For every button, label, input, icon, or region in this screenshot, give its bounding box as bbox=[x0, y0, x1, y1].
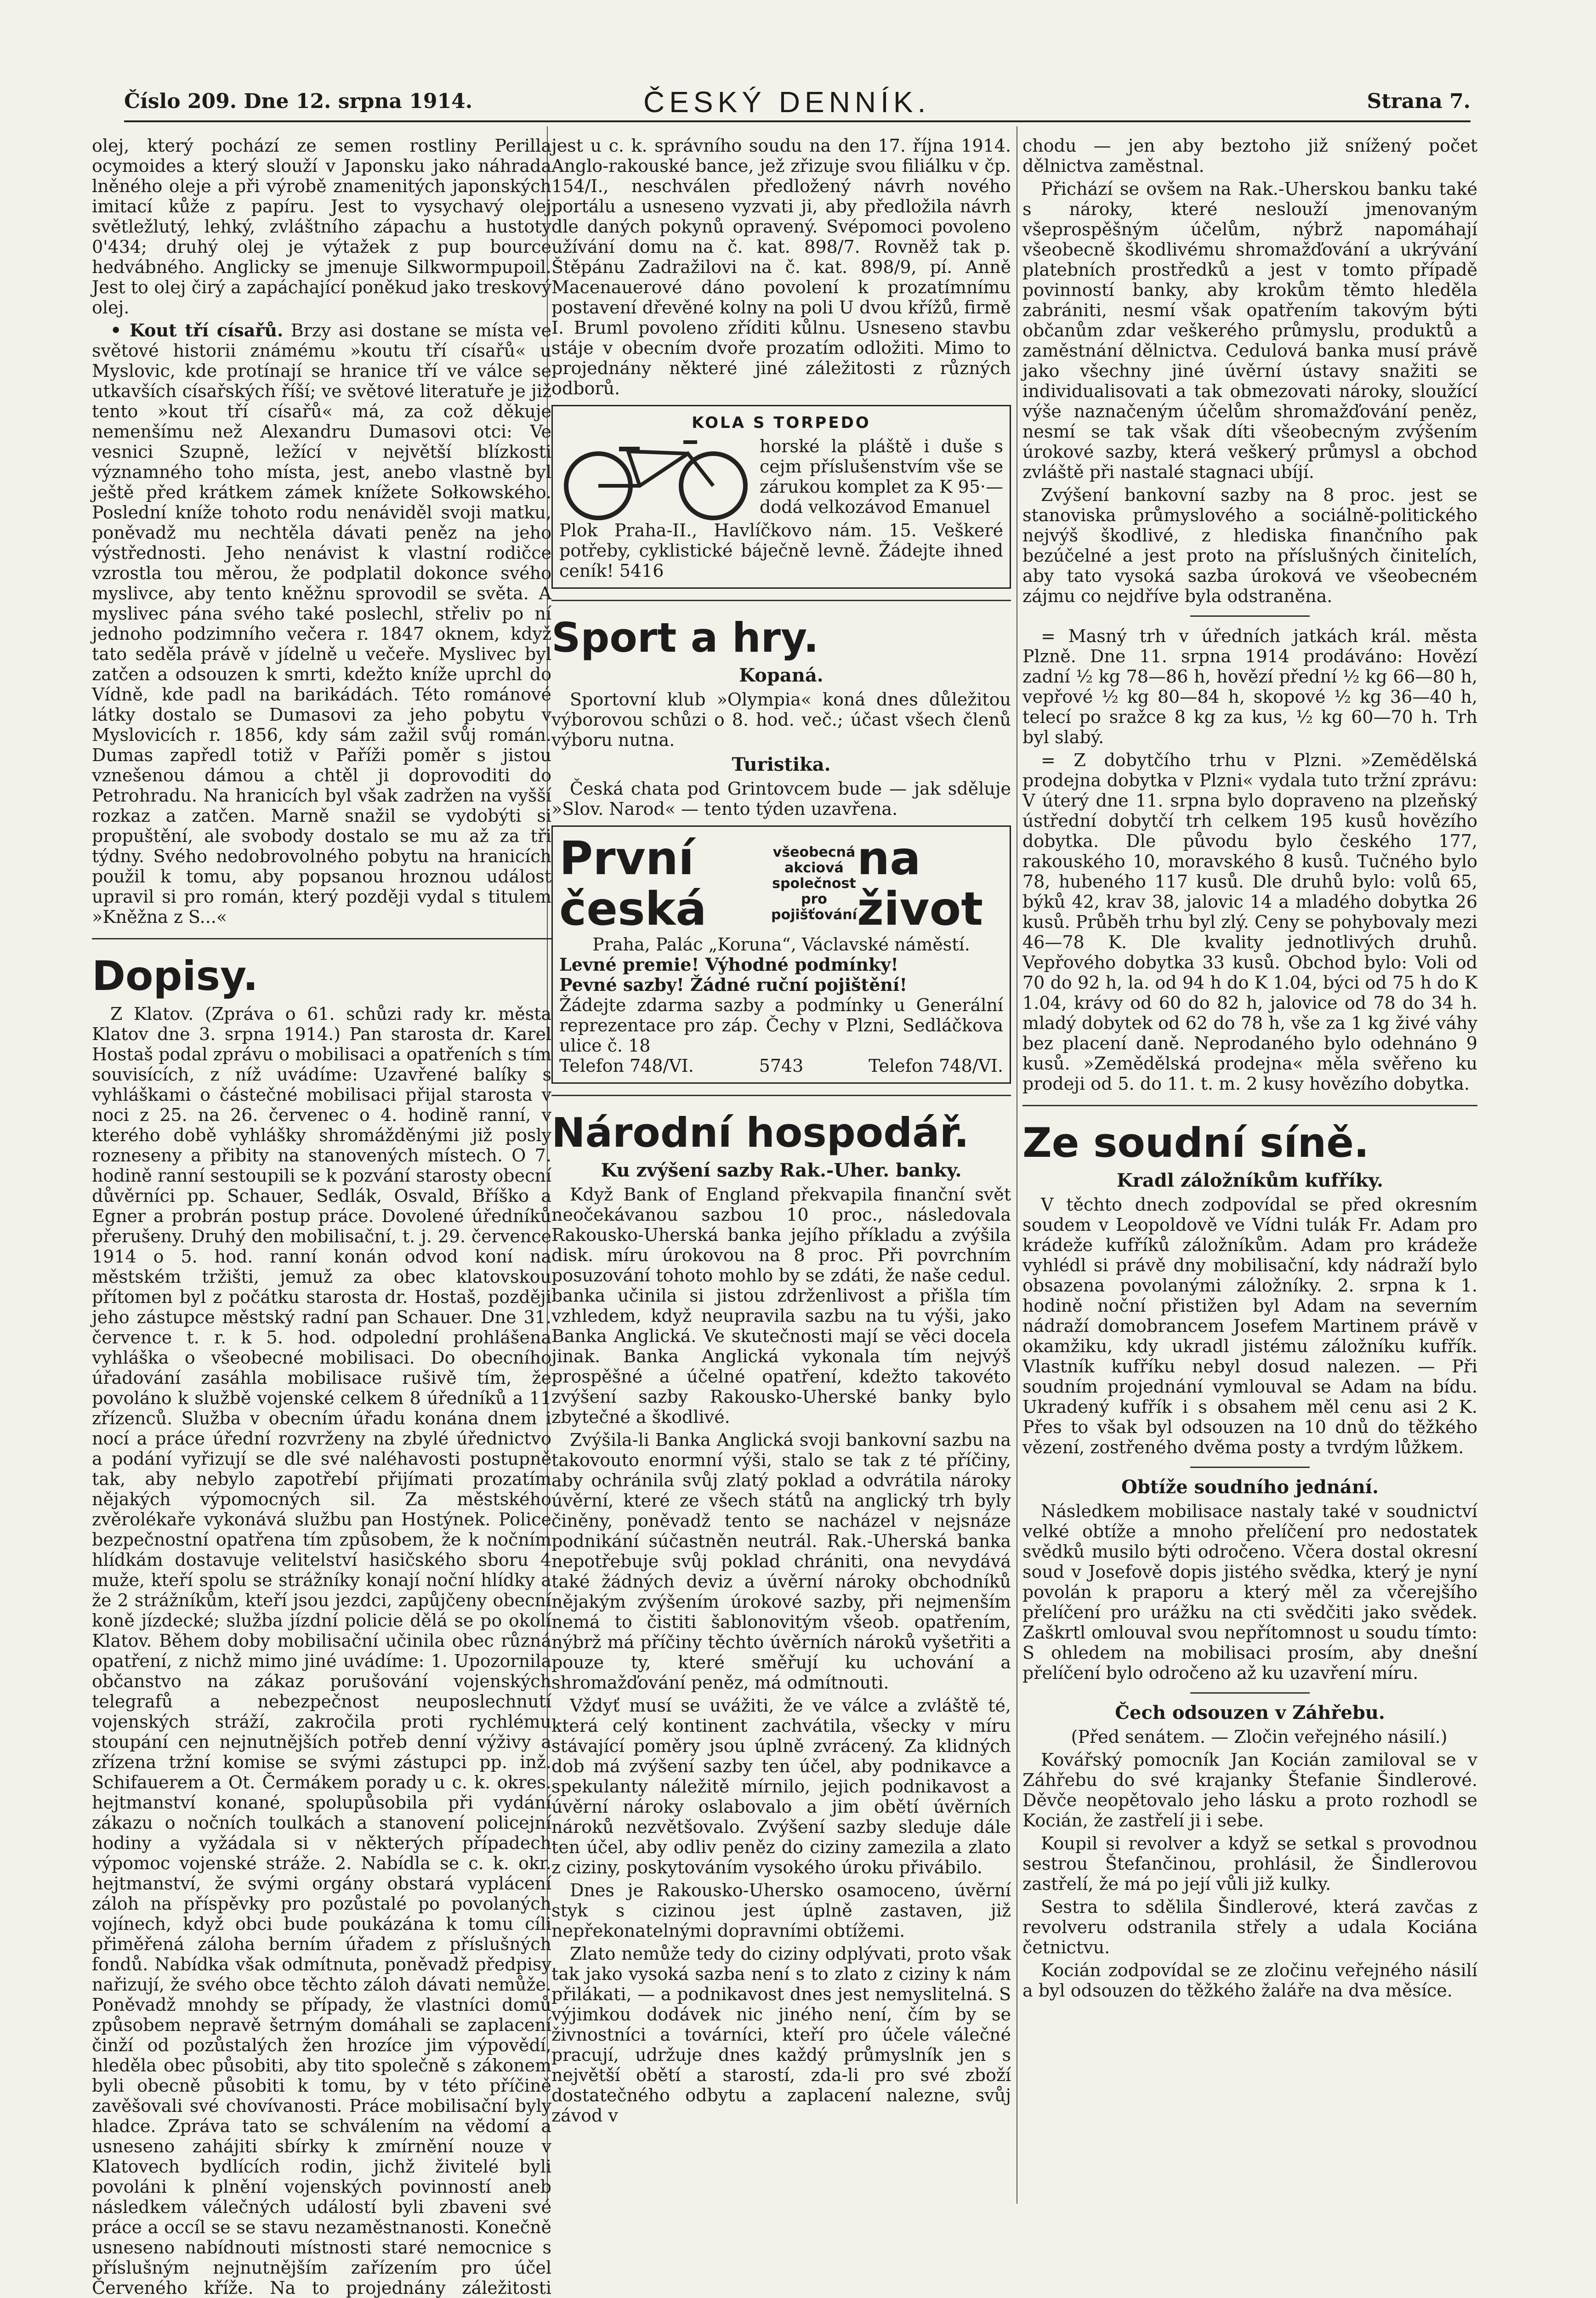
article-text: Z Klatov. (Zpráva o 61. schůzi rady kr. města Klatov dne 3. srpna 1914.) Pan starosta dr. Karel Hostaš podal zprávu o mobilisaci a opatřeních s tím souvisících, z níž uvádíme: Uzavřené balíky s vyhláškami o částečné mobilisaci přijal starosta v noci z 25. na 26. červenec o 4. hodině ranní, v kterého době vyhlášky shromážděnými již posly rozneseny a přibity na stanovených místech. O 7. hodině ranní sestoupili se k pozvání starosty obecní důvěrníci pp. Schauer, Sedlák, Osvald, Bříško a Egner a probrán postup práce. Dovolené úředníků přerušeny. Druhý den mobilisační, t. j. 29. července 1914 o 5. hod. ranní konán odvod koní na městském tržišti, jemuž za obec klatovskou přítomen byl z počátku starosta dr. Hostaš, později jeho zástupce městský radní pan Schauer. Dne 31. července t. r. k 5. hod. odpolední prohlášena vyhláška o všeobecné mobilisaci. Do obecního úřadování zasáhla mobilisace rušivě tím, že povoláno k službě vojenské celkem 8 úředníků a 11 zřízenců. Služba v obecním úřadu konána dnem i nocí a práce úřední rozvrženy na zbylé úřednictvo a podání vyřizují se dle své naléhavosti postupně tak, aby nebylo zapotřebí přijímati prozatím nějakých výpomocných sil. Za městského zvěrolékaře vykonává službu pan Hostýnek. Police bezpečnostní opatřena tím způsobem, že k nočním hlídkám dostavuje velitelství hasičského sboru 4 muže, kteří spolu se strážníky konají noční hlídky a že 2 strážníkům, kteří jsou jezdci, zapůjčeny obecní koně jízdecké; služba jízdní policie dělá se po okolí Klatov. Během doby mobilisační učinila obec různá opatření, z nichž mimo jiné uvádíme: 1. Upozornila občanstvo na zákaz porušování vojenských telegrafů a nebezpečnost neuposlechnutí vojenských stráží, zakročila proti rychlému stoupání cen nejnutnějších potřeb denní výživy a zřízena tržní komise se svými zástupci pp. inž. Schifauerem a Ot. Čermákem porady u c. k. okres. hejtmanství konané, spolupůsobila při vydání zákazu o nočních toulkách a stanovení policejní hodiny a vyžádala si v některých případech výpomoc vojenské stráže. 2. Nabídla se c. k. okr. hejtmanství, že svými orgány obstará vyplácení záloh na příspěvky pro pozůstalé po povolaných vojínech, když obci bude poukázána k tomu cíli přiměřená záloha berním úřadem z příslušných fondů. Nabídka však odmítnuta, poněvadž předpisy nařizují, že svého obce těchto záloh dávati nemůže. Poněvadž mnohdy se případy, že vlastníci domů způsobem nepravě šetrným domáhali se zaplacení činží od pozůstalých žen hrozíce jim výpovědí, hleděla obec působiti, aby tito společně s zákonem byli obecně působiti k tomu, by v této příčině zavěšovali své chovívanosti. Práce mobilisační byly hladce. Zpráva tato se schválením na vědomí a usneseno zahájiti sbírky k zmírnění nouze v Klatovech bydlících rodin, jichž živitelé byli povoláni k plnění vojenských povinností aneb následkem válečných událostí byli zbaveni své práce a occíl se se stavu nezaměstnanosti. Konečně usneseno nabídnouti místnosti staré nemocnice s příslušným nejnutnějším zařízením pro účel Červeného kříže. Na to projednány záležitosti bbox=[92, 1004, 551, 2298]
article-text: jest u c. k. správního soudu na den 17. října 1914. Anglo-rakouské bance, jež zřizuje svou filiálku v čp. 154/I., neschválen předložený návrh nového portálu a usneseno vyzvati ji, aby předložila návrh dle daných pokynů opravený. Svépomoci povoleno užívání domu na č. kat. 898/7. Rovněž tak p. Štěpánu Zadražilovi na č. kat. 898/9, pí. Anně Macenauerové dáno povolení k prozatímnímu postavení dřevěné kolny na poli U dvou křížů, firmě I. Bruml povoleno zříditi kůlnu. Usneseno stavbu stáje v obecním dvoře prozatím odložiti. Mimo to projednány některé jiné záležitosti z různých odborů. bbox=[551, 136, 1011, 398]
page-number: Strana 7. bbox=[1367, 90, 1471, 113]
article-rule bbox=[1190, 1692, 1310, 1694]
article-lead: • Kout tří císařů. bbox=[110, 320, 284, 341]
article-text: Sportovní klub »Olympia« koná dnes důležitou výborovou schůzi o 8. hod. več.; účast všech členů výboru nutna. bbox=[551, 689, 1011, 750]
article-rule bbox=[1190, 1467, 1310, 1468]
ad-title: KOLA S TORPEDO bbox=[692, 414, 871, 432]
article-text: V těchto dnech zodpovídal se před okresním soudem v Leopoldově ve Vídni tulák Fr. Adam pro krádeže kufříků záložníkům. Adam pro krádeže vyhlédl si právě dny mobilisační, kdy nádraží bylo obsazena povolanými záložníky. 2. srpna k 1. hodině noční přistižen byl Adam na severním nádraží domobrancem Josefem Martinem právě v okamžiku, kdy ukradl jistému záložníku kufřík. Vlastník kufříku nebyl dosud nalezen. — Při soudním projednání vymlouval se Adam na bídu. Ukradený kufřík i s obsahem měl cenu asi 2 K. Přes to však byl odsouzen na 10 dnů do těžkého vězení, zostřeného dvěma posty a tvrdým lůžkem. bbox=[1022, 1195, 1477, 1457]
section-rule bbox=[92, 938, 551, 939]
article-note: (Před senátem. — Zločin veřejného násilí.) bbox=[1071, 1727, 1448, 1747]
article-text: = Masný trh v úředních jatkách král. města Plzně. Dne 11. srpna 1914 prodáváno: Hovězí zadní ½ kg 78—86 h, hovězí přední ½ kg 66—80 h, vepřové ½ kg 80—84 h, skopové ½ kg 36—40 h, telecí po sražce 8 kg za kus, ½ kg 60—70 h. Trh byl slabý. bbox=[1022, 626, 1477, 747]
subheading-turistika: Turistika. bbox=[732, 754, 831, 775]
subheading-kopana: Kopaná. bbox=[739, 665, 824, 686]
article-text: Kovářský pomocník Jan Kocián zamiloval se v Záhřebu do své krajanky Štefanie Šindlerové. Děvče neopětovalo jeho lásku a proto rozhodl se Kocián, že zastřelí ji i sebe. bbox=[1022, 1750, 1477, 1831]
article-subheading: Obtíže soudního jednání. bbox=[1121, 1476, 1379, 1498]
article-text: Přichází se ovšem na Rak.-Uherskou banku také s nároky, které neslouží jmenovaným všeprospěšným účelům, nýbrž napomáhají všeobecně škodlivému shromažďování a ukrývání platebních prostředků a jest v tomto případě povinností banky, aby krokům těmto hleděla zabrániti, nesmí však opatřením takovým býti občanům zdar veškerého průmyslu, produktů a zaměstnání dělnictva. Cedulová banka musí právě jako všechny jiné úvěrní ústavy snažiti se individualisovati a tak obmezovati nároky, sloužící výše naznačeným účelům shromažďování peněz, nesmí se tak však díti všeobecným zvýšením úrokové sazby, která veškerý průmysl a obchod zvláště při nastalé stagnaci ubíjí. bbox=[1022, 179, 1477, 482]
ad-text: horské la pláště i duše s cejm příslušenstvím vše se zárukou komplet za K 95·— dodá velkozávod Emanuel bbox=[760, 436, 1003, 517]
article-text: Zlato nemůže tedy do ciziny odplývati, proto však tak jako vysoká sazba není s to zlato z ciziny k nám přilákati, — a podnikavost dnes jest nemyslitelná. S výjimkou dodávek nic jiného není, čím by se živnostníci a továrníci, kteří pro účele válečné pracují, udržuje dnes každý průmyslník jen s největší obětí a starostí, zda-li pro své zboží dostatečného odbytu a zaplacení nalezne, svůj závod v bbox=[551, 1944, 1011, 2126]
article-text: Brzy asi dostane se místa ve světové historii známému »koutu tří císařů« u Myslovic, kde protínají se hranice tří ve válce se utkavších císařských říší; ve světové literatuře je již tento »kout tří císařů« má, za což děkuje nemenšímu než Alexandru Dumasovi otci: Ve vesnici Szupně, ležící v největší blízkosti významného toho místa, jest, anebo vlastně byl ještě před krátkem zámek knížete Sołkowského. Poslední kníže tohoto rodu nenáviděl svoji matku, poněvadž mu nechtěla dávati peněz na jeho výstřednosti. Jeho nenávist k vlastní rodičce vzrostla tou měrou, že podplatil dokonce svého myslivce, aby tento kněžnu sprovodil se světa. A myslivec pána svého také poslechl, střeliv po ní jednoho podzimního večera r. 1847 oknem, když tato seděla právě v jídelně u večeře. Myslivec byl zatčen a odsouzen k smrti, kdežto kníže uprchl do Vídně, kde padl na barikádách. Této románové látky dostalo se Dumasovi za jeho pobytu v Myslovicích r. 1856, kdy sám zažil svůj román. Dumas zapředl totiž v Paříži poměr s jistou vznešenou dámou a chtěl ji doprovoditi do Petrohradu. Na hranicích byl však zadržen na vyšší rozkaz a zatčen. Marně snažil se vydobýti si propuštění, ale svobody dostalo se mu až za tři týdny. Svého nedobrovolného pobytu na hranicích použil k tomu, aby popsanou hroznou událost upravil si pro román, který později vydal s titulem »Kněžna z S...« bbox=[92, 320, 551, 927]
article-text: Česká chata pod Grintovcem bude — jak sděluje »Slov. Narod« — tento týden uzavřena. bbox=[551, 779, 1011, 819]
article-paragraph bbox=[92, 320, 551, 927]
ad-headline: na život bbox=[857, 831, 983, 936]
bicycle-icon bbox=[559, 433, 752, 520]
column-2 bbox=[551, 136, 1011, 2128]
ad-headline: První česká bbox=[559, 831, 707, 936]
ad-phone: Telefon 748/VI. bbox=[559, 1056, 694, 1076]
ad-phone: Telefon 748/VI. bbox=[869, 1056, 1003, 1076]
header-rule bbox=[124, 120, 1471, 122]
article-text: Dnes je Rakousko-Uhersko osamoceno, úvěrní styk s cizinou jest úplně zastaven, již nepřekonatelnými dopravními obtížemi. bbox=[551, 1880, 1011, 1941]
article-subheading: Kradl záložníkům kufříky. bbox=[1117, 1170, 1383, 1191]
article-text: Zvýšení bankovní sazby na 8 proc. jest se stanoviska průmyslového a sociálně-politického nejvýš škodlivé, z hlediska finančního pak bezúčelné a jest proto na příslušných činitelích, aby tato vysoká sazba úroková ve všeobecném zájmu co nejdříve byla odstraněna. bbox=[1022, 485, 1477, 606]
article-text: chodu — jen aby beztoho již snížený počet dělnictva zaměstnal. bbox=[1022, 136, 1477, 176]
article-text: = Z dobytčího trhu v Plzni. »Zemědělská prodejna dobytka v Plzni« vydala tuto tržní zprávu: V úterý dne 11. srpna bylo dopraveno na plzeňský ústřední dobytčí trh celkem 195 kusů hovězího dobytka. Dle původu bylo českého 177, rakouského 10, moravského 8 kusů. Tučného bylo 78, hubeného 117 kusů. Dle druhů bylo: volů 65, býků 42, krav 38, jalovic 14 a mladého dobytka 26 kusů. Průběh trhu byl zlý. Ceny se pohybovaly mezi 46—78 K. Dle kvality jednotlivých druhů. Vepřového dobytka 33 kusů. Obchod bylo: Voli od 70 do 92 h, la. od 94 h do K 1.04, býci od 75 h do K 1.04, krávy od 60 do 82 h, jalovice od 78 do 34 h. mladý dobytek od 62 do 78 h, vše za 1 kg živé váhy bez placení daně. Neprodaného bylo odehnáno 9 kusů. »Zemědělská prodejna« měla svěřeno ku prodeji od 5. do 11. t. m. 2 kusy hovězího dobytka. bbox=[1022, 750, 1477, 1094]
advertisement-bicycles bbox=[551, 405, 1011, 589]
column-3 bbox=[1022, 136, 1477, 2003]
issue-line: Číslo 209. Dne 12. srpna 1914. bbox=[124, 90, 473, 113]
article-text: Kocián zodpovídal se ze zločinu veřejného násilí a byl odsouzen do těžkého žaláře na dva měsíce. bbox=[1022, 1960, 1477, 2001]
advertisement-insurance bbox=[551, 825, 1011, 1084]
ad-text: Levné premie! Výhodné podmínky! bbox=[559, 954, 898, 975]
ad-text: Žádejte zdarma sazby a podmínky u Generální reprezentace pro záp. Čechy v Plzni, Sedláčkova ulice č. 18 bbox=[559, 995, 1003, 1056]
section-heading-dopisy: Dopisy. bbox=[92, 952, 258, 1000]
article-text: Když Bank of England překvapila finanční svět neočekávanou sazbou 10 proc., následovala Rakousko-Uherská banka jejího příkladu a zvýšila disk. míru úrokovou na 8 proc. Při povrchním posuzování tohoto mohlo by se zdáti, že naše cedul. banka učinila si jistou zdrženlivost a přišla tím vzhledem, když neupravila sazbu na tu výši, jako Banka Anglická. Ve skutečnosti mají se věci docela jinak. Banka Anglická vykonala tím nejvýš prospěšné a účelné opatření, kdežto takovéto zvýšení sazby Rakousko-Uherské banky bylo zbytečné a škodlivé. bbox=[551, 1184, 1011, 1427]
article-text: Sestra to sdělila Šindlerové, která zavčas z revolveru odstranila střely a udala Kociána četnictvu. bbox=[1022, 1897, 1477, 1957]
article-text: Následkem mobilisace nastaly také v soudnictví velké obtíže a mnoho přelíčení pro nedostatek svědků musilo býti odročeno. Včera dostal okresní soud v Josefově dopis jistého svědka, který je nyní povolán k praporu a který měl za včerejšího přelíčení pro urážku na cti svědčiti jako svědek. Zaškrtl omlouval svou nepřítomnost u soudu tímto: S ohledem na mobilisaci prosím, aby dnešní přelíčení bylo odročeno až ku uzavření míru. bbox=[1022, 1501, 1477, 1683]
article-subheading: Čech odsouzen v Záhřebu. bbox=[1115, 1702, 1385, 1724]
section-rule bbox=[1022, 1105, 1477, 1106]
article-text: Zvýšila-li Banka Anglická svoji bankovní sazbu na takovouto enormní výši, stalo se tak z té příčiny, aby ochránila svůj zlatý poklad a odvrátila nároky úvěrní, které ze všech států na anglický trh byly činěny, poněvadž tento se nacházel v nejsnáze podnikání súčastněn neutrál. Rak.-Uherská banka nepotřebuje svůj poklad chrániti, ona nevydává také žádných deviz a úvěrní nároky obchodníků nějakým zvýšením úrokové sazby, při nejmenším nemá to čistiti šablonovitým všeob. opatřením, nýbrž má příčiny těchto úvěrních nároků vyšetřiti a pouze ty, které směřují ku uchování a shromažďování peněz, má odmítnouti. bbox=[551, 1430, 1011, 1693]
ad-code: 5743 bbox=[759, 1056, 804, 1076]
page-header bbox=[124, 85, 1471, 117]
ad-text: Pevné sazby! Žádné ruční pojištění! bbox=[559, 974, 908, 995]
ad-text: Plok Praha-II., Havlíčkovo nám. 15. Veškeré potřeby, cyklistické báječně levně. Žádejte ihned ceník! 5416 bbox=[559, 520, 1003, 581]
section-heading-sport: Sport a hry. bbox=[551, 614, 819, 661]
ad-subtitle: všeobecná akciová společnost pro pojišťování bbox=[771, 844, 857, 923]
section-heading-court: Ze soudní síně. bbox=[1022, 1119, 1369, 1166]
article-text: olej, který pochází ze semen rostliny Perilla ocymoides a který slouží v Japonsku jako náhrada lněného oleje a při výrobě znamenitých japonských imitací kůže z papíru. Jest to vysychavý olej světležlutý, lehký, zvláštního zápachu a hustoty 0'434; druhý olej je výtažek z pup bource hedvábného. Anglicky se jmenuje Silkwormpupoil. Jest to olej čirý a zapáchající poněkud jako treskový olej. bbox=[92, 136, 551, 318]
section-heading-economy: Národní hospodář. bbox=[551, 1109, 969, 1156]
section-rule bbox=[551, 600, 1011, 601]
article-text: Koupil si revolver a když se setkal s provodnou sestrou Štefančinou, prohlásil, že Šindlerovou zastřelí, že má po její vůli již kulky. bbox=[1022, 1833, 1477, 1894]
section-rule bbox=[551, 1095, 1011, 1096]
newspaper-title: ČESKÝ DENNÍK. bbox=[643, 85, 931, 119]
article-subheading: Ku zvýšení sazby Rak.-Uher. banky. bbox=[601, 1160, 962, 1181]
ad-text: Praha, Palác „Koruna“, Václavské náměstí. bbox=[592, 934, 970, 955]
article-rule bbox=[1190, 615, 1310, 617]
column-1 bbox=[92, 136, 551, 2298]
article-text: Vždyť musí se uvážiti, že ve válce a zvláště té, která celý kontinent zachvátila, všecky v míru stávající poměry jsou úplně zvrácený. Za klidných dob má zvýšení sazby ten účel, aby podnikavce a spekulanty náležitě mírnilo, jejich podnikavost a úvěrní nároky oslabovalo a jim obětí úvěrních nároků nezvětšovalo. Zvýšení sazby sleduje dále ten účel, aby odliv peněz do ciziny zamezila a zlato z ciziny, poskytováním vysokého úroku přivábilo. bbox=[551, 1695, 1011, 1877]
